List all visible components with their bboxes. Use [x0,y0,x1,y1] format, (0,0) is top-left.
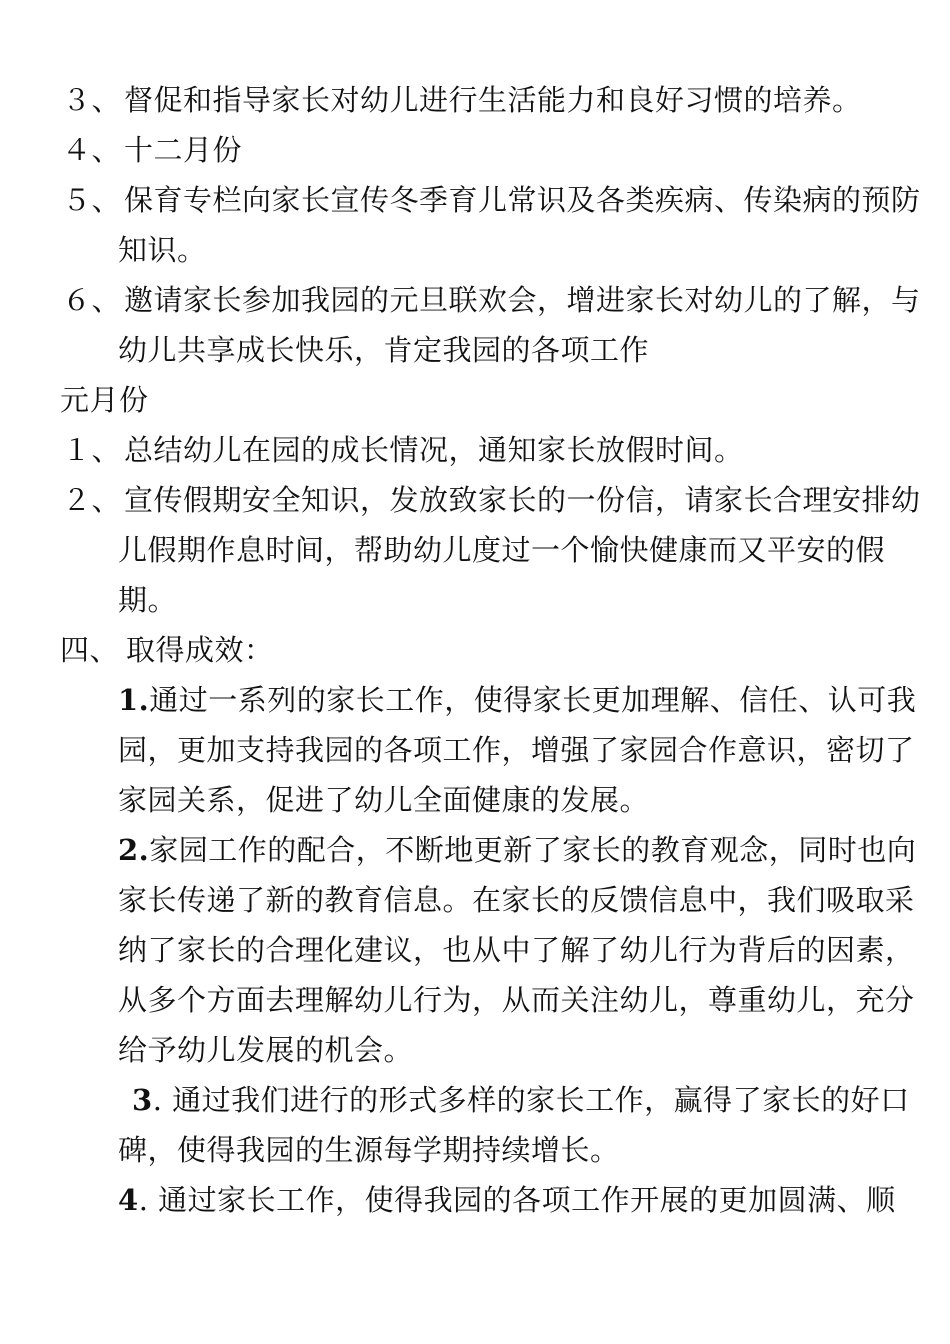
list-item [62,480,921,520]
item-text: 总结幼儿在园的成长情况，通知家长放假时间。 [124,433,744,467]
result-item [118,680,916,720]
item-number: ３、 [62,83,122,117]
result-item [118,830,916,870]
item-number: ４、 [62,133,122,167]
item-text: 邀请家长参加我园的元旦联欢会，增进家长对幼儿的了解，与 [124,283,921,317]
result-item [132,1080,910,1120]
result-continuation: 碑，使得我园的生源每学期持续增长。 [118,1133,620,1167]
item-continuation: 知识。 [118,233,207,267]
result-text: 通过家长工作，使得我园的各项工作开展的更加圆满、顺 [158,1183,896,1217]
result-number: 3 [132,1083,153,1117]
list-item [62,280,921,320]
result-continuation: 园，更加支持我园的各项工作，增强了家园合作意识，密切了 [118,733,915,767]
result-continuation: 家长传递了新的教育信息。在家长的反馈信息中，我们吸取采 [118,883,915,917]
item-text: 宣传假期安全知识，发放致家长的一份信，请家长合理安排幼 [124,483,921,517]
result-continuation: 给予幼儿发展的机会。 [118,1033,414,1067]
item-text: 保育专栏向家长宣传冬季育儿常识及各类疾病、传染病的预防 [124,183,921,217]
result-text: 通过我们进行的形式多样的家长工作，赢得了家长的好口 [172,1083,910,1117]
result-item [118,1180,896,1220]
result-number: 2. [118,833,150,867]
result-number: 1. [118,683,150,717]
result-text: 家园工作的配合，不断地更新了家长的教育观念，同时也向 [149,833,917,867]
result-continuation: 从多个方面去理解幼儿行为，从而关注幼儿，尊重幼儿，充分 [118,983,915,1017]
month-heading: 元月份 [60,383,149,417]
item-text: 督促和指导家长对幼儿进行生活能力和良好习惯的培养。 [124,83,862,117]
list-item [62,130,242,170]
item-number: ２、 [62,483,122,517]
list-item [62,180,921,220]
result-separator: . [152,1083,163,1117]
result-continuation: 家园关系，促进了幼儿全面健康的发展。 [118,783,650,817]
item-number: １、 [62,433,122,467]
item-number: ６、 [62,283,122,317]
list-item [62,80,862,120]
section-title: 取得成效： [126,633,274,667]
item-text: 十二月份 [124,133,243,167]
list-item [62,430,744,470]
item-number: ５、 [62,183,122,217]
result-continuation: 纳了家长的合理化建议，也从中了解了幼儿行为背后的因素， [118,933,915,967]
result-text: 通过一系列的家长工作，使得家长更加理解、信任、认可我 [149,683,917,717]
section-heading [60,630,274,670]
result-separator: . [138,1183,149,1217]
result-number: 4 [118,1183,139,1217]
section-number: 四、 [60,633,120,667]
item-continuation: 儿假期作息时间，帮助幼儿度过一个愉快健康而又平安的假 [118,533,886,567]
item-continuation: 期。 [118,583,178,617]
item-continuation: 幼儿共享成长快乐，肯定我园的各项工作 [118,333,650,367]
